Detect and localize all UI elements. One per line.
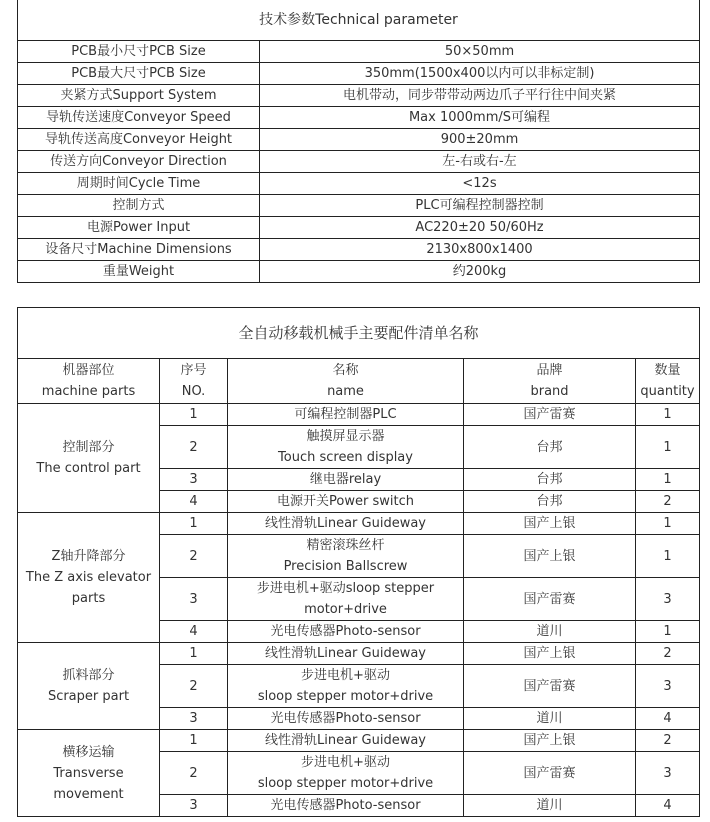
- part-number: 2: [160, 752, 228, 795]
- header-no-cn: 序号: [180, 363, 207, 378]
- part-name: [228, 469, 464, 491]
- part-group-en-2: movement: [53, 786, 124, 802]
- spec-value: <12s: [260, 173, 700, 195]
- part-quantity: 1: [636, 513, 700, 535]
- part-quantity: 2: [636, 730, 700, 752]
- part-name: [228, 752, 464, 795]
- part-name-line-1: 线性滑轨Linear Guideway: [264, 646, 426, 661]
- spec-label: 传送方向Conveyor Direction: [18, 151, 260, 173]
- spec-label: 导轨传送高度Conveyor Height: [18, 129, 260, 151]
- part-number: 3: [160, 469, 228, 491]
- spec-value: 50×50mm: [260, 41, 700, 63]
- spec-row: [18, 41, 700, 63]
- part-quantity: 1: [636, 426, 700, 469]
- part-quantity: 1: [636, 535, 700, 578]
- header-name: [228, 359, 464, 404]
- part-number: 2: [160, 665, 228, 708]
- spec-value: 左-右或右-左: [260, 151, 700, 173]
- part-brand: 国产雷赛: [464, 665, 636, 708]
- part-quantity: 3: [636, 578, 700, 621]
- spec-row: [18, 239, 700, 261]
- parts-header-row: [18, 359, 700, 404]
- part-group-cell: [18, 730, 160, 817]
- spec-value: 350mm(1500x400以内可以非标定制): [260, 63, 700, 85]
- header-machine-parts-en: machine parts: [41, 384, 136, 399]
- header-machine-parts: [18, 359, 160, 404]
- part-name-line-1: 线性滑轨Linear Guideway: [264, 733, 426, 748]
- spec-row: [18, 85, 700, 107]
- part-number: 3: [160, 708, 228, 730]
- spec-row: [18, 195, 700, 217]
- part-name: [228, 795, 464, 817]
- part-brand: 国产雷赛: [464, 578, 636, 621]
- parts-row: [18, 404, 700, 426]
- spec-value: 电机带动，同步带带动两边爪子平行往中间夹紧: [260, 85, 700, 107]
- part-quantity: 3: [636, 665, 700, 708]
- spec-table-title: 技术参数Technical parameter: [18, 0, 700, 41]
- spec-label: PCB最小尺寸PCB Size: [18, 41, 260, 63]
- spec-label: 设备尺寸Machine Dimensions: [18, 239, 260, 261]
- part-name-line-2: sloop stepper motor+drive: [257, 776, 434, 791]
- spec-label: 夹紧方式Support System: [18, 85, 260, 107]
- part-brand: 道川: [464, 795, 636, 817]
- part-brand: 国产上银: [464, 643, 636, 665]
- part-group-cn: 控制部分: [62, 440, 115, 455]
- part-brand: 台邦: [464, 469, 636, 491]
- spec-row: [18, 129, 700, 151]
- part-name: [228, 730, 464, 752]
- parts-row: [18, 730, 700, 752]
- part-group-en: Transverse: [53, 765, 124, 781]
- part-number: 1: [160, 643, 228, 665]
- part-group-cn: 横移运输: [62, 744, 115, 760]
- part-brand: 国产雷赛: [464, 752, 636, 795]
- part-brand: 国产上银: [464, 730, 636, 752]
- part-brand: 国产雷赛: [464, 404, 636, 426]
- header-name-cn: 名称: [332, 363, 359, 378]
- part-quantity: 1: [636, 621, 700, 643]
- spec-value: 约200kg: [260, 261, 700, 283]
- part-number: 4: [160, 621, 228, 643]
- part-name: [228, 578, 464, 621]
- part-name-line-1: 可编程控制器PLC: [294, 407, 397, 422]
- part-number: 1: [160, 513, 228, 535]
- header-brand-en: brand: [530, 384, 569, 399]
- spec-label: 导轨传送速度Conveyor Speed: [18, 107, 260, 129]
- part-quantity: 2: [636, 491, 700, 513]
- parts-row: [18, 643, 700, 665]
- spec-value: 900±20mm: [260, 129, 700, 151]
- part-group-en: Scraper part: [47, 689, 130, 704]
- spec-row: [18, 63, 700, 85]
- part-brand: 道川: [464, 708, 636, 730]
- part-name: [228, 491, 464, 513]
- header-machine-parts-cn: 机器部位: [62, 363, 115, 378]
- part-quantity: 1: [636, 469, 700, 491]
- spec-value: Max 1000mm/S可编程: [260, 107, 700, 129]
- part-group-cn: Z轴升降部分: [51, 549, 126, 564]
- part-group-en: The Z axis elevator: [25, 570, 152, 585]
- part-number: 1: [160, 730, 228, 752]
- part-group-cell: [18, 513, 160, 643]
- spec-value: PLC可编程控制器控制: [260, 195, 700, 217]
- part-name: [228, 708, 464, 730]
- part-number: 1: [160, 404, 228, 426]
- spec-label: 周期时间Cycle Time: [18, 173, 260, 195]
- part-brand: 道川: [464, 621, 636, 643]
- header-name-en: name: [327, 384, 364, 399]
- part-name-line-1: 触摸屏显示器: [306, 429, 385, 444]
- part-name-line-1: 电源开关Power switch: [277, 494, 414, 509]
- part-name-line-2: Precision Ballscrew: [283, 559, 408, 574]
- part-number: 2: [160, 426, 228, 469]
- part-name-line-1: 步进电机+驱动: [301, 668, 390, 683]
- spec-value: 2130x800x1400: [260, 239, 700, 261]
- part-number: 3: [160, 795, 228, 817]
- part-name-line-1: 光电传感器Photo-sensor: [270, 624, 421, 639]
- header-quantity-cn: 数量: [654, 363, 681, 378]
- part-quantity: 4: [636, 708, 700, 730]
- spec-label: 控制方式: [18, 195, 260, 217]
- spec-value: AC220±20 50/60Hz: [260, 217, 700, 239]
- header-no-en: NO.: [181, 384, 206, 399]
- part-name: [228, 404, 464, 426]
- part-name-line-1: 光电传感器Photo-sensor: [270, 798, 421, 813]
- part-brand: 国产上银: [464, 513, 636, 535]
- part-name: [228, 426, 464, 469]
- spec-label: 重量Weight: [18, 261, 260, 283]
- part-quantity: 1: [636, 404, 700, 426]
- part-brand: 台邦: [464, 491, 636, 513]
- header-quantity: [636, 359, 700, 404]
- part-brand: 国产上银: [464, 535, 636, 578]
- spec-row: [18, 217, 700, 239]
- part-name-line-2: motor+drive: [304, 602, 387, 617]
- header-brand: [464, 359, 636, 404]
- part-quantity: 4: [636, 795, 700, 817]
- spec-label: PCB最大尺寸PCB Size: [18, 63, 260, 85]
- part-name-line-2: sloop stepper motor+drive: [257, 689, 434, 704]
- part-name: [228, 643, 464, 665]
- part-name: [228, 513, 464, 535]
- spec-row: [18, 151, 700, 173]
- part-name-line-1: 精密滚珠丝杆: [306, 538, 385, 553]
- part-group-cell: [18, 404, 160, 513]
- part-name-line-1: 步进电机+驱动: [301, 755, 390, 770]
- part-name-line-2: Touch screen display: [278, 450, 413, 465]
- part-name-line-1: 光电传感器Photo-sensor: [270, 711, 421, 726]
- parts-list-table: [17, 307, 700, 817]
- part-group-en: The control part: [36, 461, 141, 476]
- part-group-cn: 抓料部分: [62, 668, 115, 683]
- spec-row: [18, 107, 700, 129]
- parts-table-title: 全自动移载机械手主要配件清单名称: [18, 308, 700, 359]
- part-number: 4: [160, 491, 228, 513]
- technical-parameter-table: [17, 0, 700, 283]
- spec-row: [18, 261, 700, 283]
- part-number: 3: [160, 578, 228, 621]
- spec-label: 电源Power Input: [18, 217, 260, 239]
- part-name: [228, 621, 464, 643]
- part-name: [228, 665, 464, 708]
- spec-row: [18, 173, 700, 195]
- part-name: [228, 535, 464, 578]
- part-name-line-1: 继电器relay: [309, 472, 382, 487]
- part-number: 2: [160, 535, 228, 578]
- part-quantity: 3: [636, 752, 700, 795]
- part-brand: 台邦: [464, 426, 636, 469]
- header-brand-cn: 品牌: [536, 363, 563, 378]
- part-group-cell: [18, 643, 160, 730]
- header-no: [160, 359, 228, 404]
- part-quantity: 2: [636, 643, 700, 665]
- part-group-en-2: parts: [71, 591, 106, 606]
- parts-row: [18, 513, 700, 535]
- header-quantity-en: quantity: [640, 384, 695, 399]
- part-name-line-1: 线性滑轨Linear Guideway: [264, 516, 426, 531]
- part-name-line-1: 步进电机+驱动sloop stepper: [256, 581, 435, 596]
